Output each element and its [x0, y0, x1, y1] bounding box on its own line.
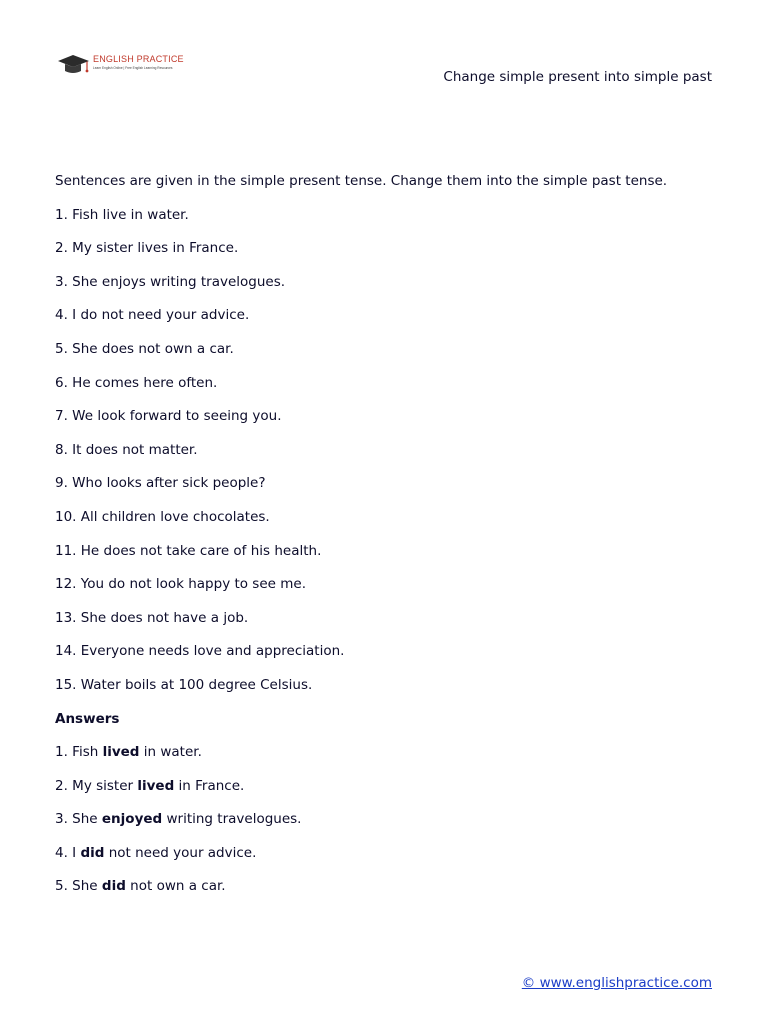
answer-item — [55, 844, 715, 878]
answers-heading: Answers — [55, 710, 120, 727]
question-item: 11. He does not take care of his health. — [55, 542, 322, 559]
question-item: 7. We look forward to seeing you. — [55, 408, 282, 425]
answer-verb: did — [80, 844, 105, 861]
question-item: 13. She does not have a job. — [55, 609, 249, 626]
answer-text: 2. My sister — [55, 777, 138, 794]
answer-verb: lived — [137, 777, 175, 794]
question-item: 15. Water boils at 100 degree Celsius. — [55, 676, 313, 693]
answer-text: 3. She — [55, 811, 102, 828]
logo-title: ENGLISH PRACTICE — [93, 54, 184, 64]
graduation-cap-icon — [56, 52, 92, 78]
question-item: 5. She does not own a car. — [55, 340, 234, 357]
answer-text: in France. — [174, 777, 245, 794]
answer-text: not need your advice. — [104, 844, 257, 861]
answer-text: 4. I — [55, 844, 81, 861]
website-link[interactable]: © www.englishpractice.com — [521, 975, 712, 991]
question-item: 10. All children love chocolates. — [55, 508, 270, 525]
page-title: Change simple present into simple past — [443, 69, 712, 85]
worksheet-content — [55, 172, 715, 911]
instructions: Sentences are given in the simple present tense. Change them into the simple past tense. — [55, 173, 668, 189]
question-item: 6. He comes here often. — [55, 374, 218, 391]
answer-item — [55, 877, 715, 911]
answer-item — [55, 810, 715, 844]
logo-tagline: Learn English Online | Free English Learning Resources — [93, 66, 173, 70]
answer-text: 5. She — [55, 878, 102, 895]
question-item: 3. She enjoys writing travelogues. — [55, 273, 286, 290]
question-item: 2. My sister lives in France. — [55, 240, 239, 257]
question-item: 9. Who looks after sick people? — [55, 475, 266, 492]
question-item: 1. Fish live in water. — [55, 206, 189, 223]
answer-item — [55, 777, 715, 811]
logo — [56, 52, 196, 78]
question-item: 12. You do not look happy to see me. — [55, 576, 306, 593]
answer-text: not own a car. — [125, 878, 226, 895]
question-item: 14. Everyone needs love and appreciation. — [55, 643, 345, 660]
question-item: 4. I do not need your advice. — [55, 307, 250, 324]
answer-text: 1. Fish — [55, 744, 103, 761]
answer-verb: did — [101, 878, 126, 895]
answer-text: writing travelogues. — [162, 811, 302, 828]
answer-text: in water. — [139, 744, 202, 761]
question-item: 8. It does not matter. — [55, 441, 198, 458]
answer-verb: enjoyed — [101, 811, 163, 828]
answer-verb: lived — [102, 744, 140, 761]
answer-item — [55, 743, 715, 777]
